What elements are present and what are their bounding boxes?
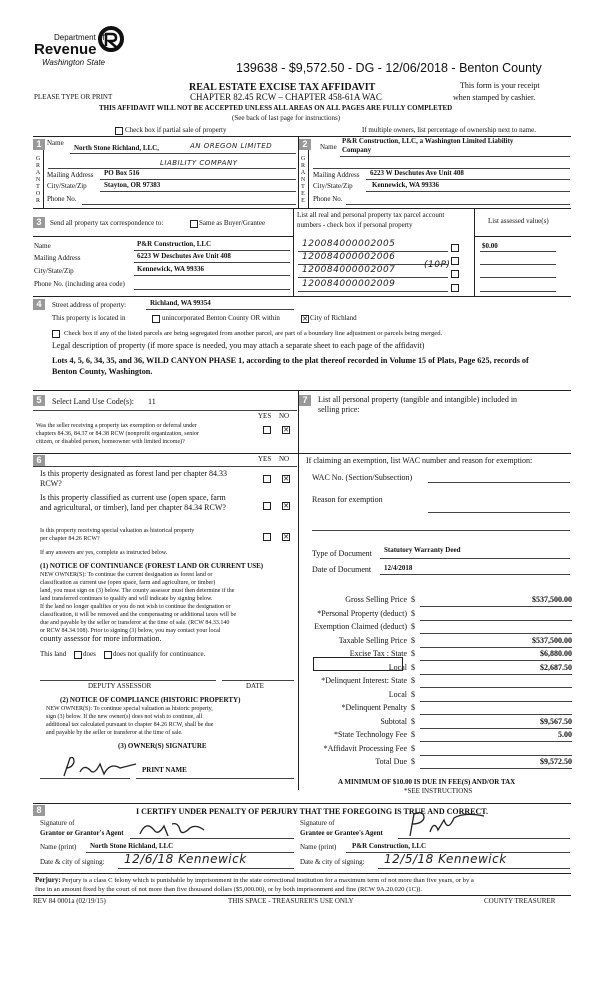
section-4-badge: 4 [33,299,45,310]
calc-row-currency: $ [411,622,415,631]
county-treasurer-label: COUNTY TREASURER [484,897,556,905]
perjury-label: Perjury: [35,876,61,884]
parcel-1-personal-checkbox[interactable] [451,244,459,252]
calc-row-currency: $ [411,689,415,699]
parcel-4-personal-checkbox[interactable] [451,284,459,292]
compliance-line: sign (3) below. If the new owner(s) does not wish to continue, all [46,714,203,720]
field-line [480,277,556,278]
revenue-logo [34,26,134,72]
section-6-badge: 6 [33,455,45,466]
form-number: REV 84 0001a (02/19/15) [33,897,106,905]
segregated-checkbox[interactable] [52,330,60,338]
calc-row-line [420,755,572,756]
vert-letter: O [35,191,41,197]
calc-row-label: Taxable Selling Price [338,635,407,645]
vert-letter: A [300,170,306,176]
calc-row-currency: $ [411,676,415,685]
grantor-signature-scribble [138,818,208,840]
rule [33,296,571,297]
calc-row-line [420,620,572,621]
personal-property-label-1: List all personal property (tangible and intangible) included in [318,395,518,404]
calc-row-line [420,728,572,729]
reason-label: Reason for exemption [312,495,383,504]
certify-statement: I CERTIFY UNDER PENALTY OF PERJURY THAT THE FOREGOING IS TRUE AND CORRECT. [136,807,489,816]
form-title: REAL ESTATE EXCISE TAX AFFIDAVIT [189,82,376,93]
grantee-city-label: City/State/Zip [313,182,353,190]
grantor-name-handwritten-2: LIABILITY COMPANY [160,159,238,167]
signature-line [40,680,216,681]
legal-description-label: Legal description of property (if more space is needed, you may attach a separate sheet to each page of the affidavit) [52,341,425,350]
calc-row-label: *Delinquent Interest: State [321,676,407,685]
perjury-line2: fine in an amount fixed by the court of not more than five thousand dollars ($5,000.00), or by both imprisonment and fine (RCW 9A.20.020 (1C)). [35,886,423,893]
grantor-city-label: City/State/Zip [47,182,87,190]
rule [33,895,571,896]
historic-yes-checkbox[interactable] [263,533,271,541]
parcels-header-1: List all real and personal property tax parcel account [297,211,445,219]
vert-letter: N [300,177,306,183]
grantor-mailing-label: Mailing Address [47,171,94,179]
field-line [480,251,556,252]
rule [33,236,293,237]
section-1-badge: 1 [33,139,45,150]
grantor-name-print[interactable]: North Stone Richland, LLC [90,842,174,850]
instructions-line: (See back of last page for instructions) [232,114,341,122]
wac-label: WAC No. (Section/Subsection) [312,473,413,482]
rule [474,236,571,237]
exempt-question-1: Was the seller receiving a property tax exemption or deferral under [36,423,197,429]
continuance-line: due and payable by the seller or transferor at the time of sale. (RCW 84.33.140 [40,620,230,626]
calc-row-label: Local [388,689,407,699]
rule [33,453,571,454]
personal-property-label-2: selling price: [318,405,360,414]
calc-row-currency: $ [411,716,415,726]
assessor-date-label: DATE [246,682,264,690]
field-line [312,530,570,531]
street-label: Street address of property: [52,301,127,309]
land-use-code[interactable]: 11 [148,397,156,406]
taxpayer-city-label: City/State/Zip [34,267,74,275]
taxpayer-mailing[interactable]: 6223 W Deschutes Ave Unit 408 [137,252,231,260]
parcel-4[interactable]: 120084000002009 [302,279,396,289]
grantee-mailing-label: Mailing Address [313,171,360,179]
calc-row-currency: $ [411,635,415,645]
grantor-name-handwritten-1: AN OREGON LIMITED [190,142,273,150]
dept-line2: Revenue [34,41,97,58]
unincorporated-checkbox[interactable] [152,315,160,323]
this-land-label: This land [40,650,67,658]
doc-date-label: Date of Document [312,565,372,574]
recording-stamp: 139638 - $9,572.50 - DG - 12/06/2018 - Benton County [236,61,542,75]
vert-letter: E [301,198,305,204]
calc-row-currency: $ [411,649,415,658]
see-instructions-note: *SEE INSTRUCTIONS [404,787,473,795]
grantee-sig-of-label: Signature of [300,819,335,827]
grantor-agent-label: Grantor or Grantor's Agent [40,829,124,837]
current-use-no-checkbox-checked[interactable]: ✕ [283,502,289,510]
exempt-no-checkbox-checked[interactable]: ✕ [283,426,289,434]
field-line [70,153,296,154]
does-not-label: does not qualify for continuance. [113,650,206,658]
calc-row-currency: $ [411,757,415,766]
field-line [82,204,296,205]
signature-line [398,838,570,839]
city-of-label: City of Richland [310,314,357,322]
vert-letter: E [301,191,305,197]
field-line [134,275,290,276]
current-use-question-2: and agricultural, or timber), land per chapter 84.34 RCW? [40,503,226,512]
parcel-3[interactable]: 120084000002007 [302,265,396,275]
grantee-mailing[interactable]: 6223 W Deschutes Ave Unit 408 [370,169,464,177]
continuance-title: (1) NOTICE OF CONTINUANCE (FOREST LAND OR CURRENT USE) [40,562,264,570]
does-label: does [83,650,96,658]
grantee-name-print-label: Name (print) [300,843,337,851]
calc-row-label: *Affidavit Processing Fee [323,743,407,753]
vert-letter: T [301,184,305,190]
grantor-date-city-label: Date & city of signing: [40,858,105,866]
forest-no-checkbox-checked[interactable]: ✕ [283,475,289,483]
field-line [366,191,570,192]
grantee-name-label: Name [320,143,337,151]
grantor-city[interactable]: Stayton, OR 97383 [104,181,161,189]
exempt-question-2: chapters 84.36, 84.37 or 84.38 RCW (nonprofit organization, senior [36,431,199,437]
grantor-phone-label: Phone No. [47,195,77,203]
continuance-line: classification, it will be removed and the compensating or additional taxes will be [40,612,237,618]
calc-row-currency: $ [411,743,415,753]
section-5-badge: 5 [33,395,45,406]
vert-letter: R [35,163,40,169]
signature-line [40,778,130,779]
parcel-3-personal-checkbox[interactable] [451,270,459,278]
field-line [378,868,570,869]
calc-row-line [420,714,572,715]
taxpayer-name-label: Name [34,242,51,250]
segregated-label: Check box if any of the listed parcels are being segregated from another parcel, are part of a boundary line adjustment or parcels being merged. [64,330,443,337]
dept-line3: Washington State [42,58,106,67]
current-use-question-1: Is this property classified as current use (open space, farm [40,493,226,502]
exempt-yes-checkbox[interactable] [263,426,271,434]
grantee-date-city-label: Date & city of signing: [300,858,365,866]
calc-row-label: *Delinquent Penalty [341,703,407,712]
rule [33,873,571,874]
vert-letter: G [35,156,41,162]
field-line [428,482,570,483]
calc-row-currency: $ [411,662,415,672]
grantee-agent-label: Grantee or Grantee's Agent [300,829,383,837]
field-line [298,277,448,278]
land-use-yes: YES [258,412,272,420]
parcel-2[interactable]: 120084000002006 [302,252,396,262]
grantee-name-line1[interactable]: P&R Construction, LLC, a Washington Limited Liability [342,137,514,145]
signature-line [130,838,294,839]
calc-row-label: Exemption Claimed (deduct) [314,622,407,631]
signature-line [136,778,294,779]
calc-row-value[interactable]: $537,500.00 [532,595,572,604]
city-checkbox-checked[interactable]: ✕ [302,315,308,323]
field-line [146,309,294,310]
doc-type-value[interactable]: Statutory Warranty Deed [384,546,461,554]
grantee-phone-label: Phone No. [313,195,343,203]
calc-row-label: *Personal Property (deduct) [317,608,407,618]
calc-row-line [420,606,572,607]
field-line [48,168,296,169]
calc-row-value[interactable]: $2,687.50 [540,662,572,672]
vert-letter: N [35,177,41,183]
taxpayer-city[interactable]: Kennewick, WA 99336 [137,265,204,273]
doc-type-label: Type of Document [312,549,372,558]
legal-description-line1[interactable]: Lots 4, 5, 6, 34, 35, and 36, WILD CANYON PHASE 1, according to the plat thereof recorded in Volume 15 of Plats, Page 625, records of [52,356,529,365]
continuance-line: classification as current use (open space, farm and agriculture, or timber) [40,580,216,586]
doc-date-value[interactable]: 12/4/2018 [384,564,413,572]
tax-calculation [300,596,572,786]
grantee-city[interactable]: Kennewick, WA 99336 [372,181,439,189]
calc-row-value[interactable]: $537,500.00 [532,635,572,645]
calc-row-line [420,741,572,742]
grantor-name-label: Name [47,139,64,147]
receipt-line2: when stamped by cashier. [453,93,536,102]
calc-row-label: Excise Tax : State [349,649,407,658]
parcel-1[interactable]: 120084000002005 [302,239,396,249]
parcel-2-personal-checkbox[interactable] [451,257,459,265]
continuance-last: county assessor for more information. [40,634,162,643]
signature-line [222,680,294,681]
calc-row-value[interactable]: $6,880.00 [540,649,572,658]
rule [298,390,299,790]
calc-row-line [420,647,572,648]
calc-row-line [420,701,572,702]
continuance-line: If the land no longer qualifies or you do not wish to continue the designation or [40,604,231,610]
rule [33,390,571,391]
taxpayer-name[interactable]: P&R Construction, LLC [137,240,212,248]
compliance-line: additional tax calculated pursuant to chapter 84.26 RCW, shall be due [46,722,214,728]
street-address[interactable]: Richland, WA 99354 [150,299,211,307]
calc-row-line [420,768,572,769]
field-line [346,204,570,205]
forest-yes-checkbox[interactable] [263,475,271,483]
warning-line: THIS AFFIDAVIT WILL NOT BE ACCEPTED UNLESS ALL AREAS ON ALL PAGES ARE FULLY COMPLETED [99,104,453,112]
calc-row-value[interactable]: $9,567.50 [540,716,572,726]
rule [474,208,475,296]
taxpayer-mailing-label: Mailing Address [34,254,81,262]
field-line [428,512,570,513]
field-line [118,868,294,869]
calc-row-value[interactable]: 5.00 [558,730,572,739]
calc-row-line [420,674,572,675]
s6-yes: YES [258,455,272,463]
calc-row-currency: $ [411,595,415,604]
owner-signature-scribble [60,754,140,780]
vert-letter: A [35,170,41,176]
rule [43,150,44,208]
field-line [100,191,296,192]
grantor-sig-of-label: Signature of [40,819,75,827]
s6-no: NO [279,455,290,463]
exempt-question-3: citizen, or disabled person, homeowner with limited income)? [36,439,185,445]
same-as-buyer-label: Same as Buyer/Grantee [199,219,266,227]
send-correspondence-label: Send all property tax correspondence to: [50,219,164,227]
calc-row-label: Gross Selling Price [345,595,407,604]
continuance-line: land transferred continues to qualify and will indicate by signing below. [40,596,213,602]
field-line [33,410,297,411]
multiple-owners-note: If multiple owners, list percentage of ownership next to name. [362,126,536,134]
land-does-not-checkbox[interactable] [104,651,112,659]
calc-row-line [420,633,572,634]
forest-question-1: Is this property designated as forest land per chapter 84.33 [40,469,228,478]
grantee-date-city[interactable]: 12/5/18 Kennewick [384,852,507,866]
assessed-header: List assessed value(s) [488,217,549,225]
receipt-line1: This form is your receipt [460,81,540,90]
forest-question-2: RCW? [40,479,62,488]
grantee-name-line2[interactable]: Company [342,146,372,154]
vert-letter: R [300,163,305,169]
calc-row-label: Total Due [375,757,407,766]
calc-row-label: *State Technology Fee [333,730,407,739]
continuance-line: land, you must sign on (3) below. The county assessor must then determine if the [40,588,235,594]
rule [33,803,571,804]
calc-row-label: Subtotal [380,716,407,726]
compliance-line: and payable by the seller or transferor at the time of sale. [46,730,183,736]
field-line [298,291,448,292]
print-name-label: PRINT NAME [142,766,187,774]
treasurer-space-label: THIS SPACE - TREASURER'S USE ONLY [228,897,354,905]
compliance-line: NEW OWNER(S): To continue special valuation as historic property, [46,706,213,712]
assessed-value[interactable]: $0.00 [482,242,498,250]
continuance-line: or RCW 84.34.108). Prior to signing (3) below, you may contact your local [40,628,221,634]
minimum-due-note: A MINIMUM OF $10.00 IS DUE IN FEE(S) AND/OR TAX [338,778,516,786]
calc-row-line [420,687,572,688]
owner-signature-title: (3) OWNER(S) SIGNATURE [118,742,207,750]
current-use-yes-checkbox[interactable] [263,502,271,510]
vert-letter: R [35,198,40,204]
calc-row-line [420,660,572,661]
field-line [480,291,556,292]
grantor-mailing[interactable]: PO Box 516 [104,169,140,177]
parcel-note: (10P) [424,260,451,270]
field-line [134,289,290,290]
partial-sale-label: Check box if partial sale of property [125,126,227,134]
field-line [33,466,297,467]
legal-description-line2[interactable]: Benton County, Washington. [52,367,153,376]
field-line [480,264,556,265]
calc-row-currency: $ [411,703,415,712]
field-line [380,574,570,575]
section-3-badge: 3 [33,217,45,228]
land-use-label: Select Land Use Code(s): [52,397,134,406]
compliance-title: (2) NOTICE OF COMPLIANCE (HISTORIC PROPERTY) [60,696,241,704]
calc-row-currency: $ [411,730,415,739]
dept-line1: Department of [54,33,105,42]
field-line [380,558,570,559]
vert-letter: T [36,184,40,190]
grantor-date-city[interactable]: 12/6/18 Kennewick [124,852,247,866]
field-line [134,250,290,251]
if-yes-instruction: If any answers are yes, complete as instructed below. [40,550,168,556]
field-line [134,262,290,263]
field-line [100,179,296,180]
section-2-badge: 2 [299,139,311,150]
taxpayer-phone-label: Phone No. (including area code) [34,280,125,288]
perjury-line1: Perjury is a class C felony which is punishable by imprisonment in the state correctional institution for a maximum term of not more than five years, or by a [62,877,474,884]
vert-letter: G [300,156,306,162]
same-as-buyer-checkbox[interactable] [190,220,198,228]
historic-question-2: per chapter 84.26 RCW? [40,536,100,542]
grantee-name-print[interactable]: P&R Construction, LLC [352,842,427,850]
parcels-header-2: numbers - check box if personal property [297,221,413,229]
section-8-badge: 8 [33,805,45,816]
calc-row-currency: $ [411,608,415,618]
field-line [340,156,570,157]
historic-no-checkbox-checked[interactable]: ✕ [283,533,289,541]
continuance-line: NEW OWNER(S): To continue the current designation as forest land or [40,572,213,578]
form-chapter: CHAPTER 82.45 RCW – CHAPTER 458-61A WAC [190,92,382,102]
please-type: PLEASE TYPE OR PRINT [34,93,113,101]
unincorporated-label: unincorporated Benton County OR within [162,314,280,322]
rule [308,150,309,208]
grantor-name-print-label: Name (print) [40,843,77,851]
rule [293,208,294,296]
section-7-badge: 7 [299,395,311,406]
partial-sale-checkbox[interactable] [115,127,123,135]
exemption-claim-label: If claiming an exemption, list WAC number and reason for exemption: [306,456,533,465]
grantee-signature-scribble [404,810,494,840]
located-in-label: This property is located in [52,314,126,322]
deputy-assessor-label: DEPUTY ASSESSOR [88,682,152,690]
land-use-no: NO [279,412,290,420]
rule [33,208,571,209]
calc-row-label: Local [388,662,407,672]
calc-row-value[interactable]: $9,572.50 [540,757,572,766]
land-does-checkbox[interactable] [74,651,82,659]
grantor-name[interactable]: North Stone Richland, LLC, [74,144,159,152]
historic-question-1: Is this property receiving special valuation as historical property [40,528,195,534]
field-line [366,179,570,180]
